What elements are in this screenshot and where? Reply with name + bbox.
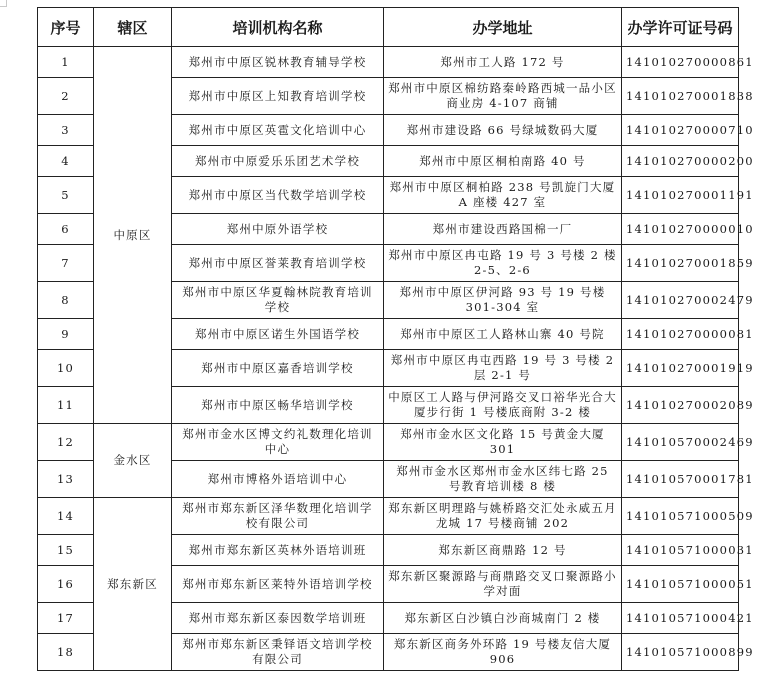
cell-institution-name: 郑州市郑东新区莱特外语培训学校 [172,566,384,603]
cell-address: 郑东新区白沙镇白沙商城南门 2 楼 [384,603,622,634]
cell-address: 郑东新区商鼎路 12 号 [384,535,622,566]
cell-serial-number: 17 [38,603,94,634]
header-institution-name: 培训机构名称 [172,8,384,47]
cell-address: 郑州市工人路 172 号 [384,47,622,78]
cell-address: 郑州市中原区桐柏南路 40 号 [384,146,622,177]
cell-address: 郑州市建设路 66 号绿城数码大厦 [384,115,622,146]
cell-district: 金水区 [94,424,172,498]
cell-institution-name: 郑州市中原区华夏翰林院教育培训学校 [172,282,384,319]
cell-serial-number: 14 [38,498,94,535]
corner-crop-mark [0,0,7,7]
cell-address: 郑东新区聚源路与商鼎路交叉口聚源路小学对面 [384,566,622,603]
cell-institution-name: 郑州市郑东新区秉铎语文培训学校有限公司 [172,634,384,671]
cell-serial-number: 5 [38,177,94,214]
header-district: 辖区 [94,8,172,47]
training-institution-table [37,7,754,671]
cell-institution-name: 郑州市中原区当代数学培训学校 [172,177,384,214]
cell-serial-number: 9 [38,319,94,350]
cell-institution-name: 郑州市中原区誉莱教育培训学校 [172,245,384,282]
cell-license-number: 141010270002089 [622,387,739,424]
cell-license-number: 141010270000200 [622,146,739,177]
cell-license-number: 141010571000509 [622,498,739,535]
cell-license-number: 141010270000710 [622,115,739,146]
cell-address: 郑州市金水区郑州市金水区纬七路 25 号教育培训楼 8 楼 [384,461,622,498]
cell-institution-name: 郑州市中原区畅华培训学校 [172,387,384,424]
cell-serial-number: 15 [38,535,94,566]
table-row [38,47,739,78]
cell-institution-name: 郑州市中原爱乐乐团艺术学校 [172,146,384,177]
cell-institution-name: 郑州市郑东新区泰因数学培训班 [172,603,384,634]
cell-institution-name: 郑州市中原区上知教育培训学校 [172,78,384,115]
cell-serial-number: 13 [38,461,94,498]
cell-license-number: 141010570001781 [622,461,739,498]
cell-license-number: 141010570002469 [622,424,739,461]
cell-license-number: 141010571000051 [622,566,739,603]
cell-institution-name: 郑州市中原区英雹文化培训中心 [172,115,384,146]
table-row [38,424,739,461]
cell-serial-number: 16 [38,566,94,603]
cell-district: 中原区 [94,47,172,424]
cell-address: 郑东新区商务外环路 19 号楼友信大厦 906 [384,634,622,671]
cell-serial-number: 12 [38,424,94,461]
cell-serial-number: 1 [38,47,94,78]
cell-address: 郑州市金水区文化路 15 号黄金大厦 301 [384,424,622,461]
cell-institution-name: 郑州市金水区博文约礼数理化培训中心 [172,424,384,461]
cell-address: 郑州市中原区工人路林山寨 40 号院 [384,319,622,350]
cell-institution-name: 郑州市郑东新区英林外语培训班 [172,535,384,566]
cell-license-number: 141010270000081 [622,319,739,350]
cell-serial-number: 4 [38,146,94,177]
cell-license-number: 141010571000899 [622,634,739,671]
cell-serial-number: 10 [38,350,94,387]
cell-institution-name: 郑州市中原区诺生外国语学校 [172,319,384,350]
cell-address: 郑东新区明理路与姚桥路交汇处永威五月龙城 17 号楼商铺 202 [384,498,622,535]
cell-serial-number: 8 [38,282,94,319]
cell-address: 郑州市中原区伊河路 93 号 19 号楼 301-304 室 [384,282,622,319]
cell-address: 郑州市中原区冉屯西路 19 号 3 号楼 2 层 2-1 号 [384,350,622,387]
cell-serial-number: 2 [38,78,94,115]
cell-license-number: 141010270001919 [622,350,739,387]
cell-serial-number: 7 [38,245,94,282]
cell-serial-number: 3 [38,115,94,146]
cell-district: 郑东新区 [94,498,172,671]
table-row [38,498,739,535]
cell-license-number: 141010270001838 [622,78,739,115]
cell-institution-name: 郑州市中原区嘉香培训学校 [172,350,384,387]
cell-address: 中原区工人路与伊河路交叉口裕华光合大厦步行街 1 号楼底商附 3-2 楼 [384,387,622,424]
cell-license-number: 141010571000031 [622,535,739,566]
cell-license-number: 141010270000010 [622,214,739,245]
cell-address: 郑州市中原区桐柏路 238 号凯旋门大厦 A 座楼 427 室 [384,177,622,214]
cell-serial-number: 11 [38,387,94,424]
cell-license-number: 141010270002479 [622,282,739,319]
table-body [38,47,754,671]
cell-license-number: 141010270001191 [622,177,739,214]
cell-license-number: 141010270000861 [622,47,739,78]
cell-address: 郑州市中原区冉屯路 19 号 3 号楼 2 楼 2-5、2-6 [384,245,622,282]
cell-institution-name: 郑州市郑东新区泽华数理化培训学校有限公司 [172,498,384,535]
header-license-number: 办学许可证号码 [622,8,739,47]
cell-institution-name: 郑州市中原区锐林教育辅导学校 [172,47,384,78]
cell-license-number: 141010571000421 [622,603,739,634]
cell-serial-number: 6 [38,214,94,245]
header-address: 办学地址 [384,8,622,47]
table-header-row [38,8,739,47]
cell-address: 郑州市中原区棉纺路秦岭路西城一品小区商业房 4-107 商铺 [384,78,622,115]
cell-institution-name: 郑州中原外语学校 [172,214,384,245]
cell-institution-name: 郑州市博格外语培训中心 [172,461,384,498]
cell-serial-number: 18 [38,634,94,671]
header-serial-number: 序号 [38,8,94,47]
cell-license-number: 141010270001859 [622,245,739,282]
cell-address: 郑州市建设西路国棉一厂 [384,214,622,245]
